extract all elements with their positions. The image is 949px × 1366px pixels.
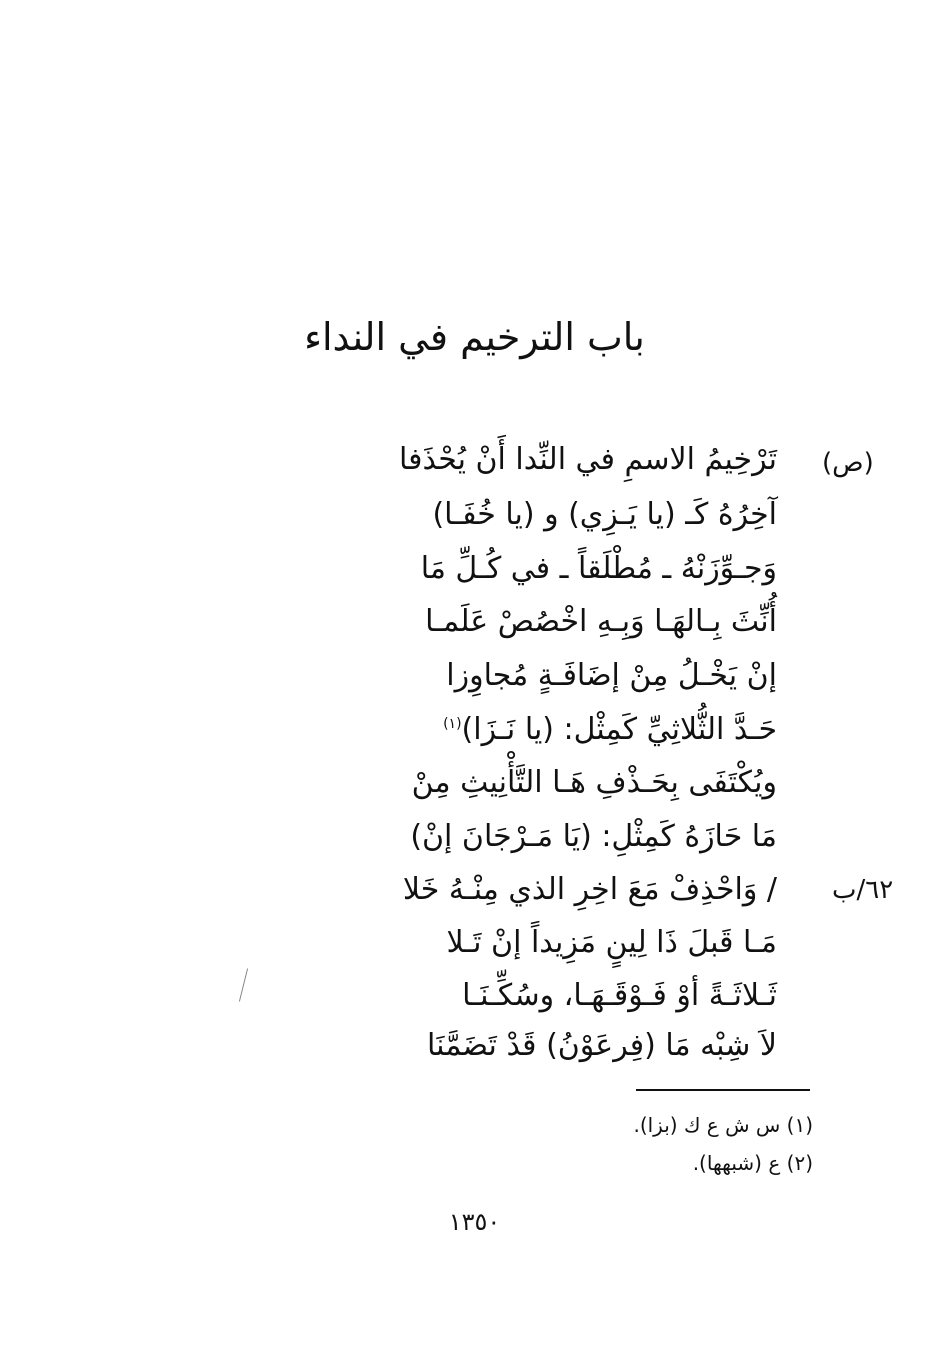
verse-line-5: إنْ يَخْـلُ مِنْ إضَافَـةٍ مُجاوِزا [446,658,777,693]
verse-line-12-text: لاَ شِبْه مَا (فِرعَوْنُ) قَدْ تَضَمَّنَا [427,1028,777,1063]
page-number: ١٣٥٠ [448,1208,501,1236]
section-marker: (ص) [822,448,874,478]
stray-pen-mark [239,968,248,1001]
verse-line-12 [427,1026,777,1066]
verse-line-10: مَـا قَبلَ ذَا لِينٍ مَزِيداً إنْ تَـلا [446,925,777,960]
verse-line-6 [443,710,777,750]
verse-line-6-text: حَـدَّ الثُّلاثِيِّ كَمِثْل: (يا نَـزَا) [461,712,777,747]
verse-line-11: ثَـلاثَـةً أوْ فَـوْقَـهَـا، وسُكِّـنَـا [462,978,777,1013]
verse-line-8: مَا حَازَهُ كَمِثْلِ: (يَا مَـرْجَانَ إنْ) [410,819,777,854]
footnote-divider [636,1089,810,1091]
footnote-ref-1: (١) [443,716,462,732]
verse-line-7: ويُكْتَفَى بِحَـذْفِ هَـا التَّأْنِيثِ مِنْ [411,765,777,800]
chapter-title: باب الترخيم في النداء [304,315,645,359]
verse-line-9: / وَاحْذِفْ مَعَ اخِرِ الذي مِنْـهُ خَلا [402,872,777,907]
verse-line-2: آخِرُهُ كَـ (يا يَـزِي) و (يا خُفَـا) [432,497,777,532]
footnote-1: (١) س ش ع ك (بزا). [633,1113,813,1137]
footnote-2: (٢) ع (شبهها). [692,1151,813,1175]
verse-line-3: وَجـوِّزَنْهُ ـ مُطْلَقاً ـ في كُـلِّ مَا [420,551,777,586]
folio-marker: ٦٢/ب [832,875,894,905]
verse-line-1: تَرْخِيمُ الاسمِ في النِّدا أَنْ يُحْذَفا [399,442,777,477]
verse-line-4: أُنِّثَ بِـالهَـا وَبِـهِ اخْصُصْ عَلَمـا [425,604,777,639]
